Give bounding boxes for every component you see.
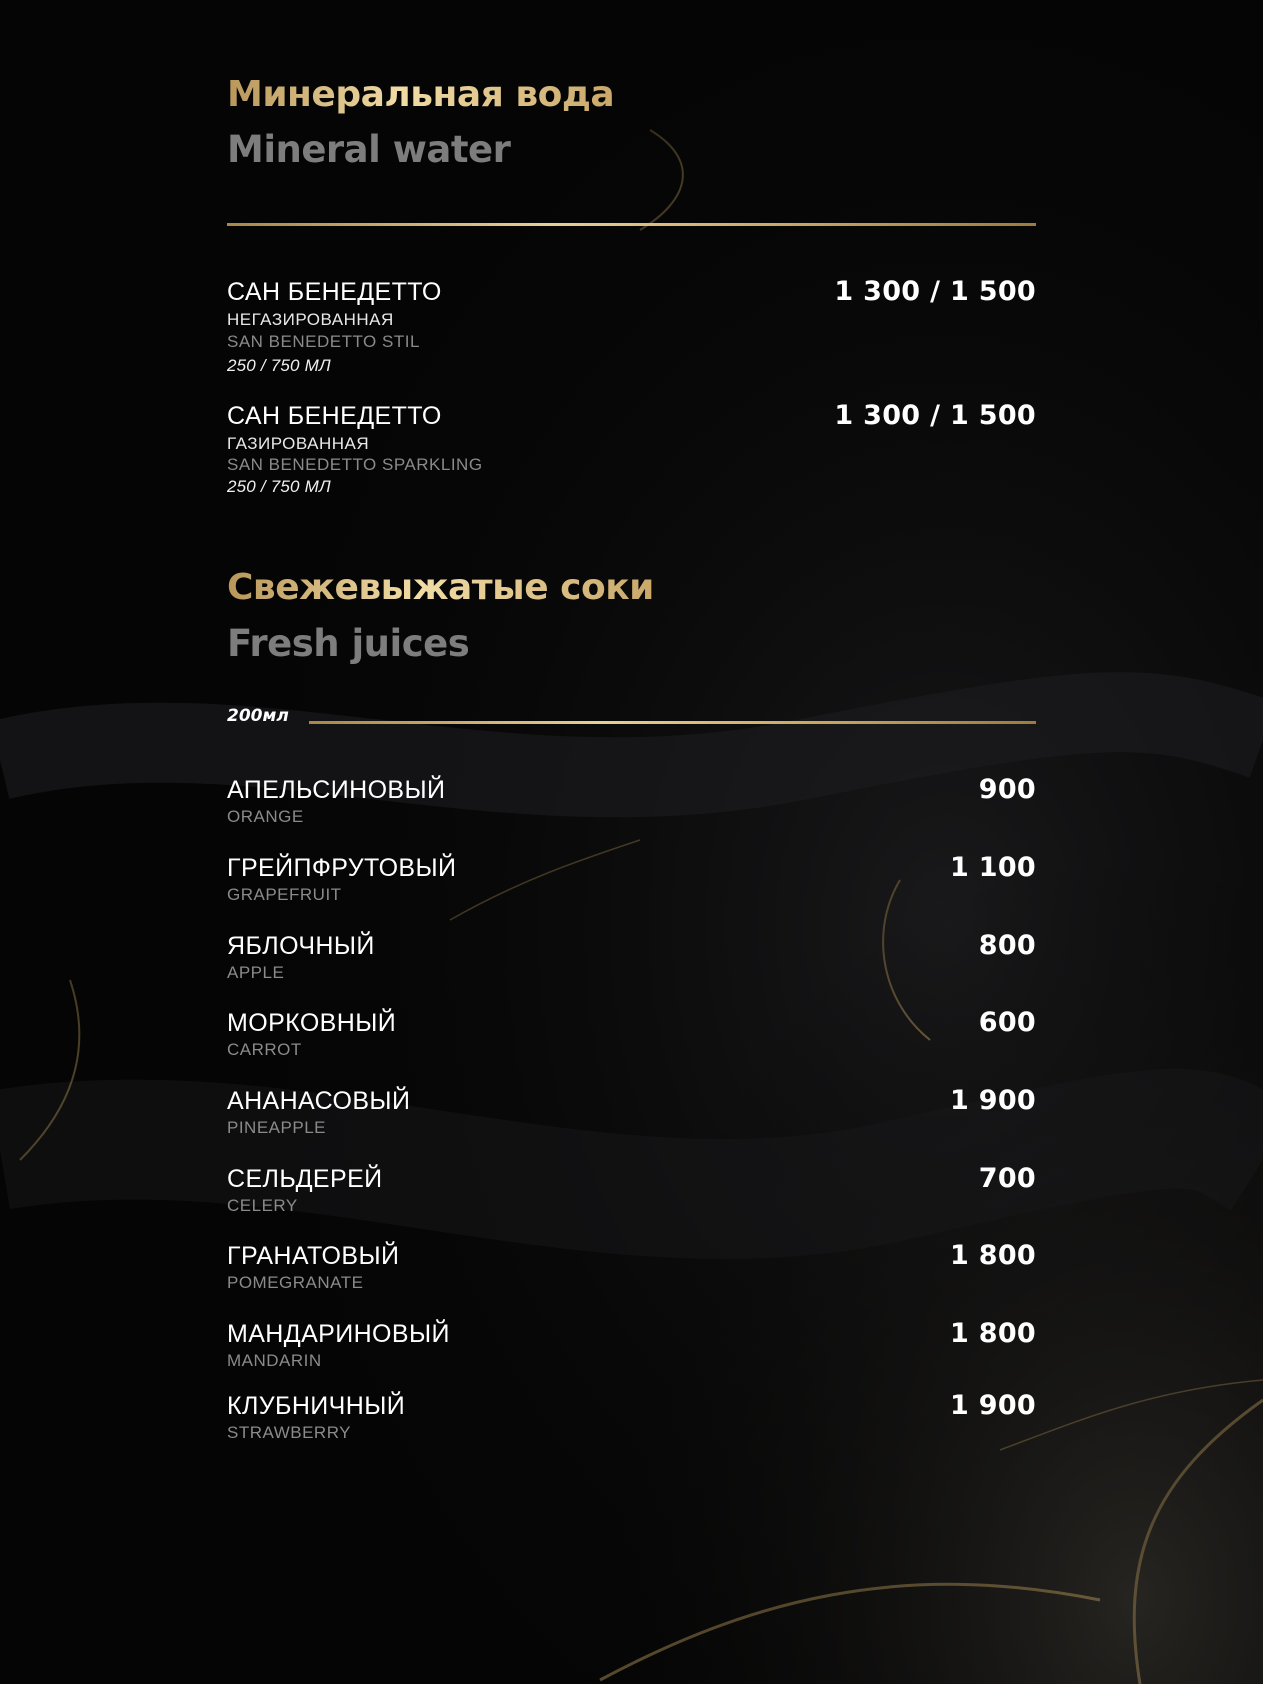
item-subtitle-en: CARROT	[227, 1040, 302, 1059]
item-price: 1 100	[949, 852, 1036, 883]
juices-title-ru: Свежевыжатые соки	[227, 567, 654, 608]
item-name: АПЕЛЬСИНОВЫЙ	[227, 776, 446, 804]
mineral-title-ru: Минеральная вода	[227, 74, 615, 115]
item-price: 1 900	[949, 1390, 1036, 1421]
item-price: 1 800	[949, 1318, 1036, 1349]
item-subtitle-en: SAN BENEDETTO STIL	[227, 332, 420, 351]
juices-divider	[309, 721, 1036, 724]
item-subtitle-en: CELERY	[227, 1196, 298, 1215]
item-subtitle-en: ORANGE	[227, 807, 304, 826]
item-name: ГРЕЙПФРУТОВЫЙ	[227, 854, 457, 882]
item-subtitle-ru: НЕГАЗИРОВАННАЯ	[227, 310, 394, 329]
item-volume: 250 / 750 МЛ	[227, 356, 331, 375]
item-volume: 250 / 750 МЛ	[227, 477, 331, 496]
mineral-divider	[227, 223, 1036, 226]
item-price: 900	[978, 774, 1036, 805]
item-subtitle-en: APPLE	[227, 963, 285, 982]
item-subtitle-en: MANDARIN	[227, 1351, 322, 1370]
item-name: МОРКОВНЫЙ	[227, 1009, 397, 1037]
item-subtitle-ru: ГАЗИРОВАННАЯ	[227, 434, 370, 453]
item-name: МАНДАРИНОВЫЙ	[227, 1320, 450, 1348]
item-price: 1 300 / 1 500	[834, 400, 1036, 431]
item-name: САН БЕНЕДЕТТО	[227, 402, 442, 430]
item-subtitle-en: SAN BENEDETTO SPARKLING	[227, 455, 483, 474]
item-price: 700	[978, 1163, 1036, 1194]
item-name: КЛУБНИЧНЫЙ	[227, 1392, 406, 1420]
item-price: 1 300 / 1 500	[834, 276, 1036, 307]
item-name: САН БЕНЕДЕТТО	[227, 278, 442, 306]
juices-title-en: Fresh juices	[227, 622, 470, 665]
item-subtitle-en: STRAWBERRY	[227, 1423, 352, 1442]
item-price: 600	[978, 1007, 1036, 1038]
item-name: ГРАНАТОВЫЙ	[227, 1242, 400, 1270]
item-name: ЯБЛОЧНЫЙ	[227, 932, 375, 960]
menu-page	[227, 0, 1036, 1684]
item-subtitle-en: GRAPEFRUIT	[227, 885, 342, 904]
item-price: 1 900	[949, 1085, 1036, 1116]
mineral-title-en: Mineral water	[227, 128, 511, 171]
item-name: АНАНАСОВЫЙ	[227, 1087, 411, 1115]
item-subtitle-en: POMEGRANATE	[227, 1273, 364, 1292]
item-name: СЕЛЬДЕРЕЙ	[227, 1165, 383, 1193]
item-subtitle-en: PINEAPPLE	[227, 1118, 326, 1137]
item-price: 1 800	[949, 1240, 1036, 1271]
juices-volume-note: 200мл	[227, 706, 289, 726]
item-price: 800	[978, 930, 1036, 961]
